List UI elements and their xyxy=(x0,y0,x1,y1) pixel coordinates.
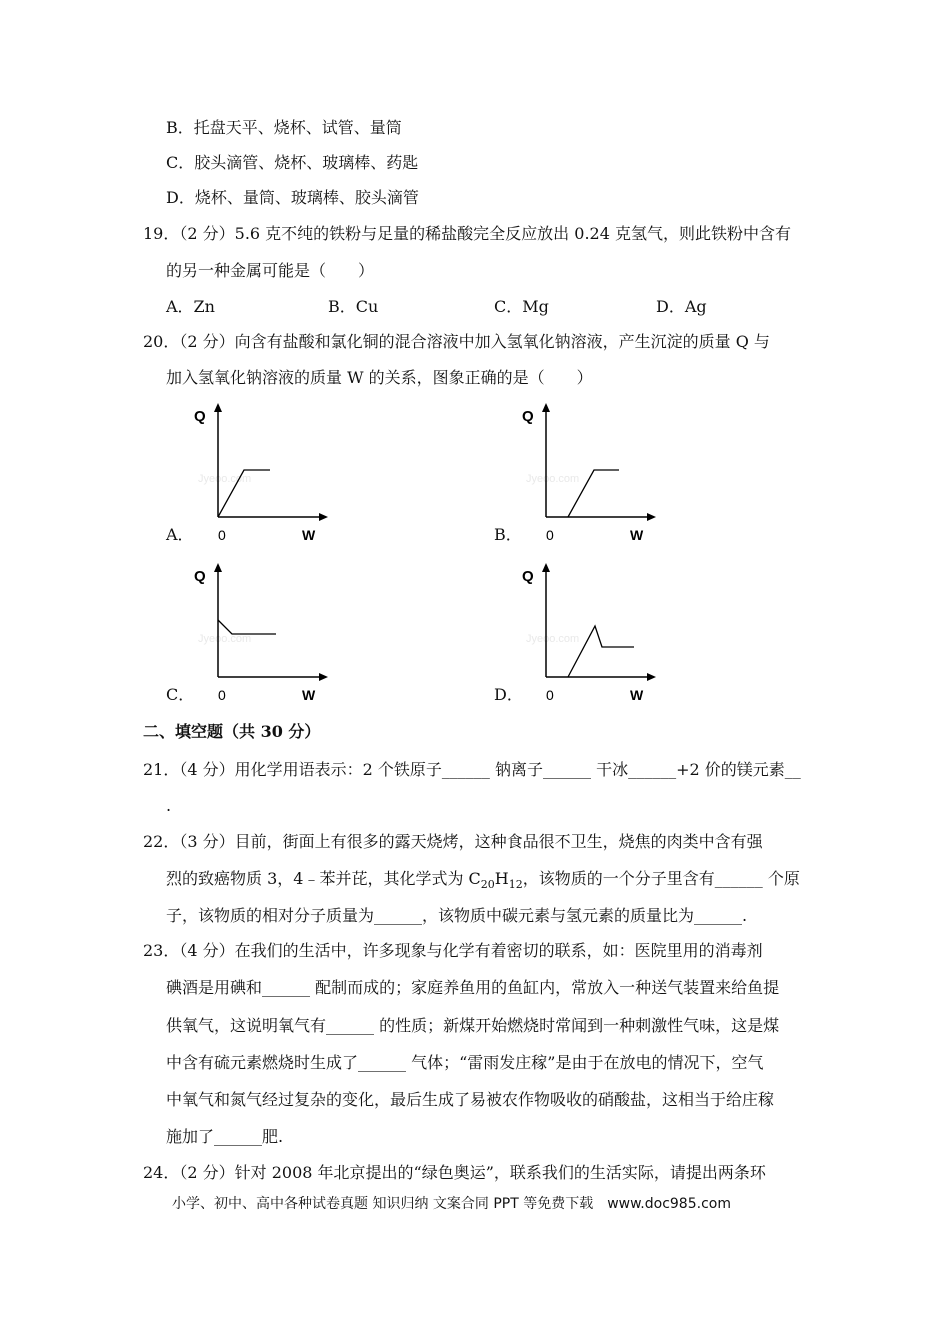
section-title: 二、填空题（共 30 分） xyxy=(143,722,321,741)
graph-b xyxy=(518,400,668,545)
graph-b-label: B． xyxy=(494,525,522,544)
question-text: （4 分）在我们的生活中，许多现象与化学有着密切的联系，如：医院里用的消毒剂 xyxy=(179,941,763,960)
x-axis-label: W xyxy=(630,527,644,543)
question-text: （4 分）用化学用语表示：2 个铁原子______ 钠离子______ 干冰______+2 价的镁元素__ xyxy=(179,760,801,779)
q19-option-d: D．Ag xyxy=(656,297,707,316)
question-number: 19． xyxy=(143,224,180,243)
x-axis-label: W xyxy=(302,687,316,703)
q20-line1 xyxy=(143,332,770,352)
origin-label: 0 xyxy=(218,527,226,543)
watermark: Jyeoo.com xyxy=(198,473,252,485)
q23-line6: 施加了______肥. xyxy=(166,1127,284,1146)
question-text: （3 分）目前，街面上有很多的露天烧烤，这种食品很不卫生，烧焦的肉类中含有强 xyxy=(179,832,763,851)
q23-line2: 碘酒是用碘和______ 配制而成的；家庭养鱼用的鱼缸内，常放入一种送气装置来给鱼提 xyxy=(166,978,780,997)
q19-option-c: C．Mg xyxy=(494,297,549,316)
x-axis-label: W xyxy=(630,687,644,703)
question-text: （2 分）向含有盐酸和氯化铜的混合溶液中加入氢氧化钠溶液，产生沉淀的质量 Q 与 xyxy=(179,332,770,351)
q22-line3: 子，该物质的相对分子质量为______，该物质中碳元素与氢元素的质量比为______. xyxy=(166,906,748,925)
q22-line2 xyxy=(166,869,800,895)
origin-label: 0 xyxy=(218,687,226,703)
y-axis-label: Q xyxy=(522,568,534,585)
q21-line2: . xyxy=(166,796,172,815)
watermark: Jyeoo.com xyxy=(198,633,252,645)
q19-option-b: B．Cu xyxy=(328,297,379,316)
q19-option-a: A．Zn xyxy=(166,297,215,316)
q24-line1 xyxy=(143,1163,766,1183)
x-axis-label: W xyxy=(302,527,316,543)
formula-text: 烈的致癌物质 3，4﹣苯并芘，其化学式为 C xyxy=(166,869,481,888)
subscript: 20 xyxy=(480,878,495,892)
q18-option-d: D．烧杯、量筒、玻璃棒、胶头滴管 xyxy=(166,188,419,207)
graph-c xyxy=(190,560,340,705)
q18-option-b: B．托盘天平、烧杯、试管、量筒 xyxy=(166,118,402,137)
y-axis-label: Q xyxy=(194,408,206,425)
formula-text: H xyxy=(494,869,509,888)
q23-line3: 供氧气，这说明氧气有______ 的性质；新煤开始燃烧时常闻到一种刺激性气味，这是煤 xyxy=(166,1016,780,1035)
q23-line1 xyxy=(143,941,763,961)
graph-d-label: D． xyxy=(494,685,523,704)
question-number: 22． xyxy=(143,832,180,851)
question-number: 21． xyxy=(143,760,180,779)
q22-line1 xyxy=(143,832,763,852)
q18-option-c: C．胶头滴管、烧杯、玻璃棒、药匙 xyxy=(166,153,419,172)
question-number: 23． xyxy=(143,941,180,960)
y-axis-label: Q xyxy=(194,568,206,585)
formula-text: ，该物质的一个分子里含有______ 个原 xyxy=(522,869,800,888)
q20-line2: 加入氢氧化钠溶液的质量 W 的关系，图象正确的是（ ） xyxy=(166,368,593,387)
question-number: 20． xyxy=(143,332,180,351)
q23-line5: 中氧气和氮气经过复杂的变化，最后生成了易被农作物吸收的硝酸盐，这相当于给庄稼 xyxy=(166,1090,775,1109)
watermark: Jyeoo.com xyxy=(526,473,580,485)
origin-label: 0 xyxy=(546,527,554,543)
origin-label: 0 xyxy=(546,687,554,703)
watermark: Jyeoo.com xyxy=(526,633,580,645)
graph-a xyxy=(190,400,340,545)
graph-d xyxy=(518,560,668,705)
graph-c-label: C． xyxy=(166,685,195,704)
q23-line4: 中含有硫元素燃烧时生成了______ 气体；“雷雨发庄稼”是由于在放电的情况下，空气 xyxy=(166,1053,764,1072)
subscript: 12 xyxy=(508,878,523,892)
graph-a-label: A． xyxy=(166,525,194,544)
question-text: （2 分）针对 2008 年北京提出的“绿色奥运”，联系我们的生活实际，请提出两条环 xyxy=(179,1163,766,1182)
q19-line1 xyxy=(143,224,791,244)
y-axis-label: Q xyxy=(522,408,534,425)
question-number: 24． xyxy=(143,1163,180,1182)
page-footer: 小学、初中、高中各种试卷真题 知识归纳 文案合同 PPT 等免费下载 www.doc985.com xyxy=(172,1196,731,1212)
question-text: （2 分）5.6 克不纯的铁粉与足量的稀盐酸完全反应放出 0.24 克氢气，则此铁粉中含有 xyxy=(179,224,791,243)
q21-line1 xyxy=(143,760,801,780)
q19-line2: 的另一种金属可能是（ ） xyxy=(166,261,375,280)
